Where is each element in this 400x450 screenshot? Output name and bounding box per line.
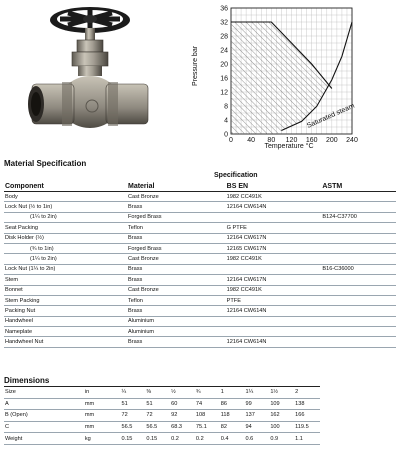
value-cell: ¼ (122, 387, 147, 399)
astm-cell (322, 306, 396, 316)
bs-en-cell (227, 264, 323, 274)
material-cell: Cast Bronze (128, 254, 227, 264)
table-row (4, 306, 396, 316)
unit-cell: mm (85, 410, 122, 422)
y-tick-label: 4 (224, 117, 228, 125)
component-cell: Disk Holder (½) (4, 233, 128, 243)
x-tick-label: 240 (346, 137, 358, 144)
component-cell: Stem Packing (4, 295, 128, 305)
component-cell: Handwheel (4, 316, 128, 326)
material-cell: Brass (128, 275, 227, 285)
col-material: Material (128, 181, 227, 192)
table-row (4, 202, 396, 212)
table-row (4, 398, 320, 410)
value-cell: 109 (270, 398, 295, 410)
table-row (4, 316, 396, 326)
value-cell: 99 (246, 398, 271, 410)
bs-en-cell (227, 316, 323, 326)
value-cell: 94 (246, 421, 271, 433)
table-row (4, 243, 396, 253)
globe-valve-image (22, 2, 152, 142)
table-row (4, 275, 396, 285)
component-cell: (1¼ to 2in) (4, 254, 128, 264)
value-cell: 108 (196, 410, 221, 422)
bs-en-cell: G PTFE (227, 223, 323, 233)
y-tick-label: 28 (220, 33, 228, 41)
table-row (4, 233, 396, 243)
value-cell: 119.5 (295, 421, 320, 433)
value-cell: 1¼ (246, 387, 271, 399)
value-cell: 118 (221, 410, 246, 422)
dimension-label: Size (4, 387, 85, 399)
astm-cell (322, 192, 396, 202)
material-specification-table (4, 181, 396, 348)
spec-header-row (4, 181, 396, 192)
value-cell: ½ (171, 387, 196, 399)
material-cell: Teflon (128, 223, 227, 233)
value-cell: 2 (295, 387, 320, 399)
value-cell: 75.1 (196, 421, 221, 433)
material-cell: Cast Bronze (128, 192, 227, 202)
material-cell: Brass (128, 264, 227, 274)
bs-en-cell (227, 327, 323, 337)
col-astm: ASTM (322, 181, 396, 192)
x-tick-label: 0 (229, 137, 233, 144)
value-cell: 68.3 (171, 421, 196, 433)
y-tick-label: 20 (220, 61, 228, 69)
dimensions-table (4, 386, 320, 445)
component-cell: Handwheel Nut (4, 337, 128, 347)
astm-cell (322, 285, 396, 295)
bs-en-cell: PTFE (227, 295, 323, 305)
unit-cell: kg (85, 433, 122, 445)
y-tick-label: 32 (220, 19, 228, 27)
component-cell: (1¼ to 2in) (4, 212, 128, 222)
component-cell: Nameplate (4, 327, 128, 337)
value-cell: 60 (171, 398, 196, 410)
material-cell: Forged Brass (128, 243, 227, 253)
table-row (4, 212, 396, 222)
value-cell: 0.9 (270, 433, 295, 445)
material-cell: Brass (128, 233, 227, 243)
table-row (4, 387, 320, 399)
bs-en-cell: 12164 CW617N (227, 233, 323, 243)
table-row (4, 433, 320, 445)
table-row (4, 223, 396, 233)
component-cell: Packing Nut (4, 306, 128, 316)
value-cell: 138 (295, 398, 320, 410)
dimension-label: C (4, 421, 85, 433)
value-cell: 74 (196, 398, 221, 410)
y-tick-label: 24 (220, 47, 228, 55)
astm-cell: B16-C36000 (322, 264, 396, 274)
dimensions-title: Dimensions (4, 376, 50, 385)
value-cell: 51 (146, 398, 171, 410)
value-cell: 166 (295, 410, 320, 422)
y-tick-label: 0 (224, 131, 228, 139)
value-cell: 0.2 (196, 433, 221, 445)
dimension-label: Weight (4, 433, 85, 445)
astm-cell (322, 337, 396, 347)
astm-cell (322, 243, 396, 253)
value-cell: 56.5 (146, 421, 171, 433)
value-cell: 1½ (270, 387, 295, 399)
component-cell: Lock Nut (1¼ to 2in) (4, 264, 128, 274)
value-cell: 72 (146, 410, 171, 422)
material-cell: Brass (128, 337, 227, 347)
value-cell: 92 (171, 410, 196, 422)
value-cell: 0.2 (171, 433, 196, 445)
unit-cell: in (85, 387, 122, 399)
astm-cell (322, 295, 396, 305)
astm-cell (322, 233, 396, 243)
value-cell: 0.4 (221, 433, 246, 445)
component-cell: Bonnet (4, 285, 128, 295)
y-tick-label: 8 (224, 103, 228, 111)
material-cell: Forged Brass (128, 212, 227, 222)
table-row (4, 421, 320, 433)
bs-en-cell: 12164 CW614N (227, 337, 323, 347)
table-row (4, 254, 396, 264)
bs-en-cell: 1982 CC491K (227, 254, 323, 264)
table-row (4, 264, 396, 274)
dimension-label: B (Open) (4, 410, 85, 422)
y-tick-label: 16 (220, 75, 228, 83)
y-tick-label: 12 (220, 89, 228, 97)
x-axis-label: Temperature °C (264, 143, 314, 150)
astm-cell (322, 327, 396, 337)
material-cell: Brass (128, 202, 227, 212)
x-tick-label: 160 (305, 137, 318, 144)
bs-en-cell: 12164 CW617N (227, 275, 323, 285)
material-cell: Brass (128, 306, 227, 316)
value-cell: 86 (221, 398, 246, 410)
value-cell: 0.15 (146, 433, 171, 445)
value-cell: 1 (221, 387, 246, 399)
bs-en-cell (227, 212, 323, 222)
astm-cell: B124-C37700 (322, 212, 396, 222)
table-row (4, 327, 396, 337)
x-tick-label: 120 (285, 137, 298, 144)
component-cell: Lock Nut (½ to 1in) (4, 202, 128, 212)
col-bs-en: BS EN (227, 181, 323, 192)
astm-cell (322, 316, 396, 326)
bs-en-cell: 12164 CW614N (227, 202, 323, 212)
unit-cell: mm (85, 421, 122, 433)
col-component: Component (4, 181, 128, 192)
table-row (4, 410, 320, 422)
table-row (4, 285, 396, 295)
specification-header: Specification (214, 172, 258, 179)
value-cell: 1.1 (295, 433, 320, 445)
value-cell: ⅜ (146, 387, 171, 399)
component-cell: Stem (4, 275, 128, 285)
bs-en-cell: 12164 CW614N (227, 306, 323, 316)
y-tick-label: 36 (220, 5, 228, 13)
bs-en-cell: 1982 CC491K (227, 285, 323, 295)
value-cell: 0.6 (246, 433, 271, 445)
dimension-label: A (4, 398, 85, 410)
astm-cell (322, 202, 396, 212)
component-cell: Seat Packing (4, 223, 128, 233)
value-cell: 100 (270, 421, 295, 433)
material-specification-title: Material Specification (4, 159, 87, 168)
table-row (4, 192, 396, 202)
table-row (4, 295, 396, 305)
value-cell: ¾ (196, 387, 221, 399)
astm-cell (322, 254, 396, 264)
value-cell: 162 (270, 410, 295, 422)
astm-cell (322, 223, 396, 233)
saturated-steam-label: Saturated steam (305, 102, 356, 130)
material-cell: Teflon (128, 295, 227, 305)
value-cell: 0.15 (122, 433, 147, 445)
astm-cell (322, 275, 396, 285)
component-cell: Body (4, 192, 128, 202)
table-row (4, 337, 396, 347)
material-cell: Aluminium (128, 327, 227, 337)
bs-en-cell: 12165 CW617N (227, 243, 323, 253)
x-tick-label: 80 (267, 137, 276, 144)
y-axis-label: Pressure bar (192, 45, 199, 87)
value-cell: 137 (246, 410, 271, 422)
material-cell: Cast Bronze (128, 285, 227, 295)
bs-en-cell: 1982 CC491K (227, 192, 323, 202)
value-cell: 82 (221, 421, 246, 433)
value-cell: 51 (122, 398, 147, 410)
unit-cell: mm (85, 398, 122, 410)
x-tick-label: 40 (247, 137, 256, 144)
material-cell: Aluminium (128, 316, 227, 326)
value-cell: 56.5 (122, 421, 147, 433)
value-cell: 72 (122, 410, 147, 422)
pressure-temperature-chart (186, 2, 364, 150)
component-cell: (¾ to 1in) (4, 243, 128, 253)
x-tick-label: 200 (325, 137, 338, 144)
